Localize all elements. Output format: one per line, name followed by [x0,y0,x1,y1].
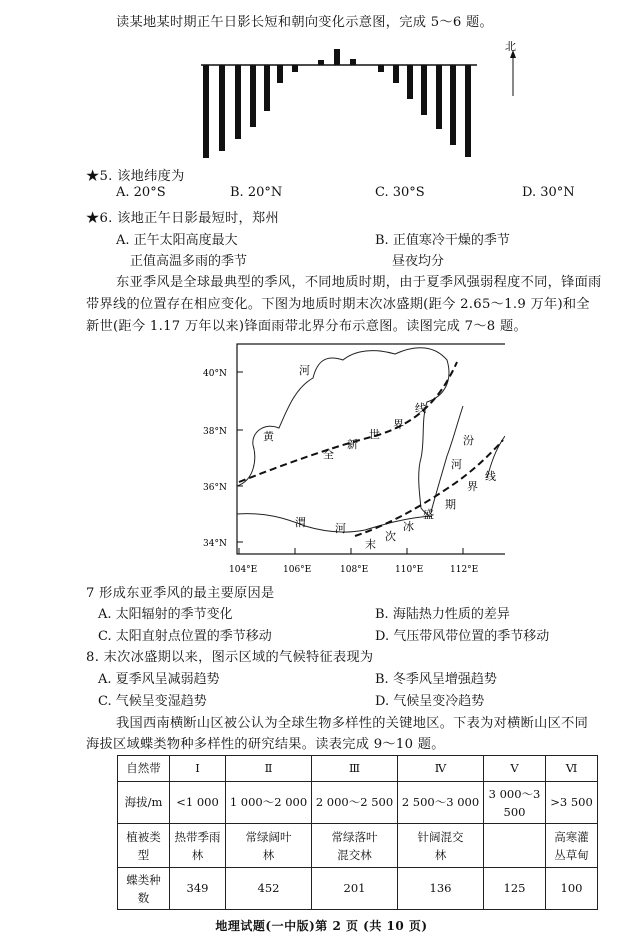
table-cell [484,824,546,868]
lat-label: 34°N [203,539,227,549]
q8-option-d[interactable]: D. 气候呈变冷趋势 [375,694,485,709]
monsoon-rain-belt-map [195,340,505,580]
intro-text-7-8-line3: 新世(距今 1.17 万年以来)锋面雨带北界分布示意图。读图完成 7～8 题。 [86,319,527,334]
table-cell: 349 [170,868,226,910]
holocene-label-char: 全 [323,448,334,461]
river-label: 黄 [263,430,274,443]
shadow-bar [465,65,471,157]
q5-option-d[interactable]: D. 30°N [522,185,575,200]
lon-label: 106°E [283,565,312,575]
glacial-label-char: 界 [467,480,478,493]
table-cell: 常绿阔叶林 [226,824,312,868]
shadow-bar [277,65,283,83]
table-cell: Ⅴ [484,756,546,782]
table-cell: 100 [546,868,598,910]
river-label: 河 [451,458,462,471]
table-header-cell: 植被类型 [118,824,170,868]
map-frame [237,344,505,554]
shadow-bar [421,65,427,115]
table-cell: 125 [484,868,546,910]
table-cell: 2 500～3 000 [398,782,484,824]
glacial-label-char: 盛 [423,508,434,521]
table-cell: 针阔混交林 [398,824,484,868]
glacial-label-char: 冰 [403,520,414,533]
table-row [118,782,598,824]
q8-option-c[interactable]: C. 气候呈变湿趋势 [98,694,207,709]
table-cell: Ⅰ [170,756,226,782]
holocene-label-char: 新 [347,438,358,451]
intro-text-7-8-line2: 带界线的位置存在相应变化。下图为地质时期末次冰盛期(距今 2.65～1.9 万年)和全 [86,297,590,312]
question-6-stem: ★6. 该地正午日影最短时，郑州 [86,211,280,226]
q7-option-c[interactable]: C. 太阳直射点位置的季节移动 [98,629,272,644]
table-cell: 常绿落叶混交林 [312,824,398,868]
q6-option-c[interactable]: 正值高温多雨的季节 [130,254,248,269]
q8-option-a[interactable]: A. 夏季风呈减弱趋势 [98,672,220,687]
q5-option-a[interactable]: A. 20°S [116,185,166,200]
lon-label: 104°E [229,565,258,575]
table-row [118,756,598,782]
table-cell: Ⅱ [226,756,312,782]
q5-option-c[interactable]: C. 30°S [375,185,425,200]
table-row [118,824,598,868]
holocene-label-char: 线 [415,402,426,415]
lat-label: 40°N [203,369,227,379]
table-row [118,868,598,910]
lat-label: 38°N [203,427,227,437]
shadow-bar [264,65,270,111]
lon-label: 108°E [340,565,369,575]
lat-label: 36°N [203,483,227,493]
q6-option-a[interactable]: A. 正午太阳高度最大 [116,233,238,248]
intro-text-9-10-line1: 我国西南横断山区被公认为全球生物多样性的关键地区。下表为对横断山区不同 [116,716,589,731]
question-7-stem: 7 形成东亚季风的最主要原因是 [86,586,275,601]
shadow-bar [235,65,241,139]
table-cell: <1 000 [170,782,226,824]
question-5-stem: ★5. 该地纬度为 [86,169,185,184]
glacial-boundary-line [355,440,503,536]
intro-text-7-8-line1: 东亚季风是全球最典型的季风，不同地质时期，由于夏季风强弱程度不同，锋面雨 [116,275,602,290]
north-label: 北 [505,40,516,53]
page-footer: 地理试题(一中版)第 2 页 (共 10 页) [215,919,428,933]
table-cell: Ⅲ [312,756,398,782]
table-cell: 1 000～2 000 [226,782,312,824]
question-8-stem: 8. 末次冰盛期以来，图示区域的气候特征表现为 [86,650,374,665]
shadow-bar [407,65,413,99]
river-label: 河 [299,364,310,377]
intro-text-5-6: 读某地某时期正午日影长短和朝向变化示意图，完成 5～6 题。 [116,15,494,30]
shadow-bar [334,49,340,65]
shadow-bar [250,65,256,127]
shadow-bar [393,65,399,83]
table-cell: Ⅳ [398,756,484,782]
river-label: 渭 [295,516,306,529]
river-label: 河 [335,522,346,535]
shadow-bar [436,65,442,129]
shadow-bar [203,65,209,158]
glacial-label-char: 次 [385,530,396,543]
table-cell: 201 [312,868,398,910]
table-cell: 3 000～3 500 [484,782,546,824]
holocene-label-char: 世 [369,428,380,441]
butterfly-diversity-table [117,755,598,910]
q6-option-b[interactable]: B. 正值寒冷干燥的季节 [375,233,510,248]
shadow-bar [378,65,384,72]
q8-option-b[interactable]: B. 冬季风呈增强趋势 [375,672,497,687]
glacial-label-char: 末 [365,538,376,551]
river-label: 汾 [463,434,474,447]
q7-option-b[interactable]: B. 海陆热力性质的差异 [375,607,510,622]
shadow-bar [292,65,298,72]
shadow-bar [450,65,456,145]
q7-option-d[interactable]: D. 气压带风带位置的季节移动 [375,629,550,644]
q7-option-a[interactable]: A. 太阳辐射的季节变化 [98,607,233,622]
shadow-bar [350,59,356,65]
table-cell: 2 000～2 500 [312,782,398,824]
table-header-cell: 蝶类种数 [118,868,170,910]
shadow-length-chart [195,38,535,163]
holocene-boundary-line [239,362,457,482]
table-header-cell: 海拔/m [118,782,170,824]
glacial-label-char: 期 [445,498,456,511]
shadow-bar [219,65,225,151]
table-cell: Ⅵ [546,756,598,782]
holocene-label-char: 界 [393,418,404,431]
glacial-label-char: 线 [485,470,496,483]
table-cell: 452 [226,868,312,910]
table-cell: >3 500 [546,782,598,824]
lon-label: 112°E [450,565,479,575]
table-cell: 高寒灌丛草甸 [546,824,598,868]
shadow-bar [318,60,324,65]
q6-option-d[interactable]: 昼夜均分 [392,254,445,269]
table-cell: 136 [398,868,484,910]
q5-option-b[interactable]: B. 20°N [230,185,283,200]
intro-text-9-10-line2: 海拔区域蝶类物种多样性的研究结果。读表完成 9～10 题。 [86,737,445,752]
table-header-cell: 自然带 [118,756,170,782]
table-cell: 热带季雨林 [170,824,226,868]
lon-label: 110°E [395,565,424,575]
